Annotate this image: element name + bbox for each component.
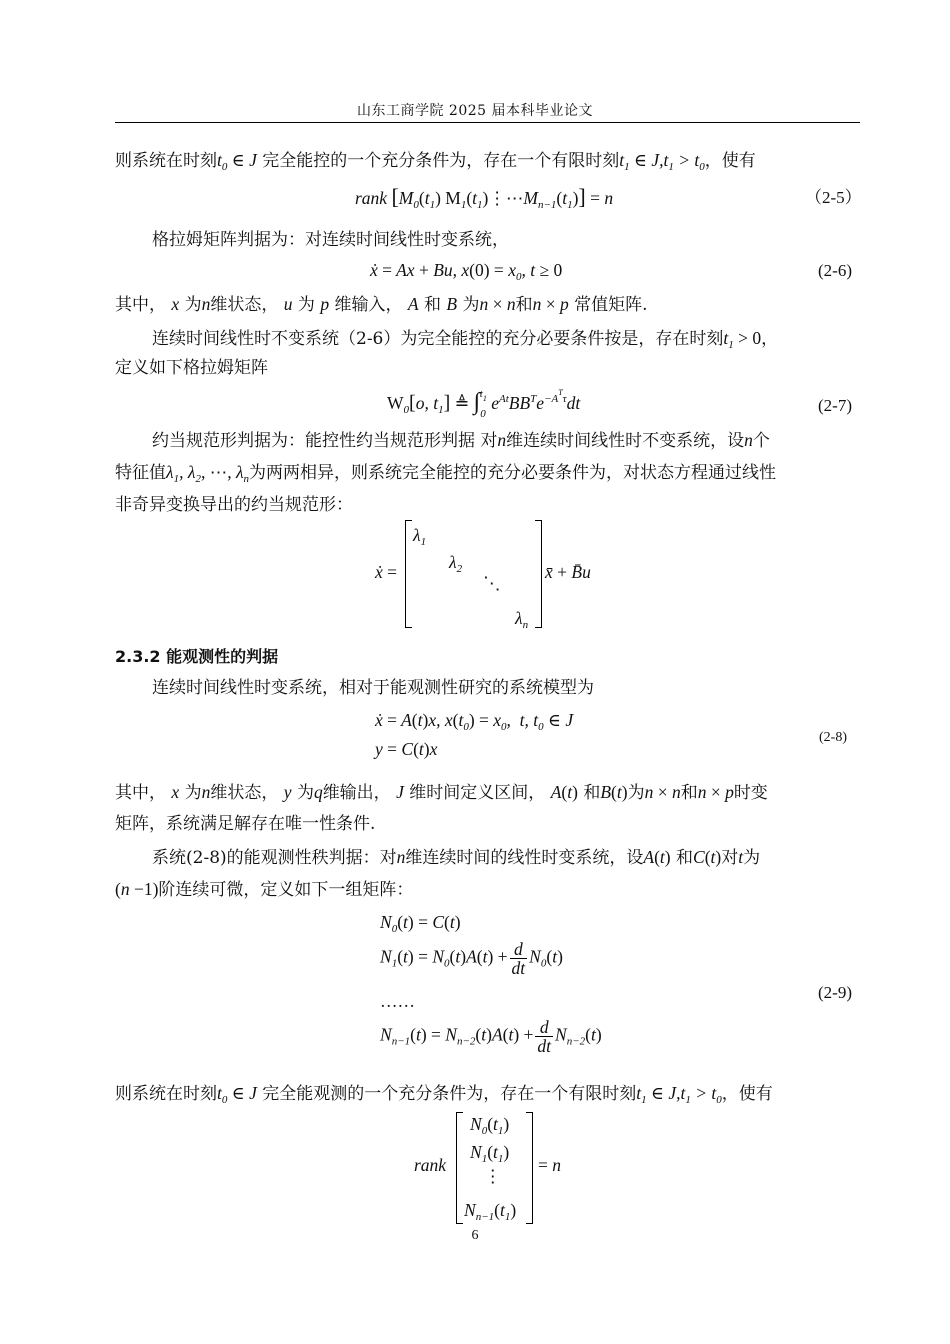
equation-number: （2-5） [805,188,862,207]
equation-2-9-dots: …… [380,991,415,1011]
equation-2-6: ẋ = Ax + Bu, $x(0) = x_0$, t ≥ 0 [370,260,563,283]
paragraph-line: 特征值$\lambda_1$, $\lambda_2$, ⋯, $\lambda_n$为两两相异，则系统完全能控的充分必要条件为，对状态方程通过线性 [115,462,777,485]
paragraph-line: 矩阵，系统满足解存在唯一性条件. [115,814,376,834]
paragraph-line: 则系统在时刻$t_0$ ∈ J 完全能观测的一个充分条件为，存在一个有限时刻$t_1$ ∈ $J,t_1 > t_0$，使有 [115,1083,773,1106]
paragraph-line: 非奇异变换导出的约当规范形： [115,495,353,515]
equation-2-9-line3: $N_{n-1}(t) = N_{n-2}(t)A(t)$ + $\frac{d}{dt}$ $N_{n-2}(t)$ [380,1017,602,1056]
equation-2-9-line1: $N_0(t) = C(t)$ [380,912,461,935]
paragraph-line: 系统(2-8)的能观测性秩判据：对n维连续时间的线性时变系统，设A(t) 和C(t)对t为 [152,847,761,868]
paragraph-line: 格拉姆矩阵判据为：对连续时间线性时变系统， [152,230,509,250]
equation-2-8-line1: ẋ = A(t)x, $x(t_0) = x_0$, t, $t_0$ ∈ J [375,710,574,733]
equation-2-8-line2: y = C(t)x [375,739,438,759]
paragraph-line: (n −1)阶连续可微，定义如下一组矩阵： [115,879,414,900]
equation-number: (2-8) [819,730,847,745]
equation-2-7: $W_0[o$, $t_1$] ≜ $\int_0^{t_1}$ $e^{At}BB^Te^{-A^T\tau}dt$ [387,388,581,420]
equation-2-9-line2: $N_1(t) = N_0(t)A(t)$ + $\frac{d}{dt}$ $N_0(t)$ [380,939,563,978]
equation-number: (2-7) [818,396,852,415]
observability-rank-equation: rank $N_0(t_1)$ $N_1(t_1)$ ⋮ $N_{n-1}(t_1)$ = n [414,1114,561,1223]
paragraph-line: 约当规范形判据为：能控性约当规范形判据 对n维连续时间线性时不变系统，设n个 [152,430,770,451]
paragraph-line: 其中， x 为n维状态， y 为q维输出， J 维时间定义区间， A(t) 和B(t)为n × n和n × p时变 [115,782,768,803]
paragraph-line: 则系统在时刻$t_0$ ∈ J 完全能控的一个充分条件为，存在一个有限时刻$t_1$ ∈ $J,t_1 > t_0$，使有 [115,150,756,173]
page-number: 6 [471,1228,479,1243]
header-rule [115,122,860,123]
paragraph-line: 其中， x 为n维状态， u 为 p 维输入， A 和 B 为n × n和n × p 常值矩阵. [115,294,648,315]
equation-number: (2-9) [818,983,852,1002]
running-header: 山东工商学院 2025 届本科毕业论文 [356,103,594,119]
paragraph-line: 定义如下格拉姆矩阵 [115,358,268,378]
equation-2-5: rank [$M_0(t_1)$ $M_1(t_1)⋮\cdots M_{n-1}(t_1)] = n$ [355,184,614,211]
paragraph-line: 连续时间线性时不变系统（2-6）为完全能控的充分必要条件按是，存在时刻$t_1 > 0$， [152,328,779,351]
jordan-form-equation: ẋ = $\lambda_1$ $\lambda_2$ ⋱ $\lambda_n$ x̄ + B̄u [365,515,615,633]
equation-number: (2-6) [818,261,852,280]
paragraph-line: 连续时间线性时变系统，相对于能观测性研究的系统模型为 [152,678,594,698]
section-heading: 2.3.2 能观测性的判据 [115,647,279,666]
